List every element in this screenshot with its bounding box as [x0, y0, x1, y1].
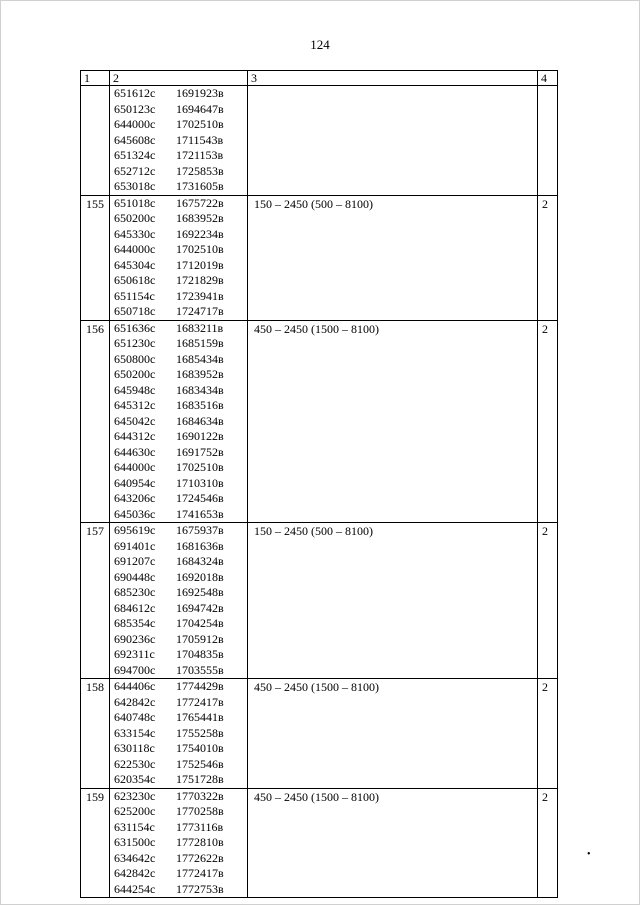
longitude-value: 1773116в [176, 819, 224, 834]
latitude-value: 650200с [114, 211, 156, 225]
coordinate-pair [114, 570, 247, 586]
longitude-value: 1723941в [176, 288, 224, 303]
coordinate-pair [114, 102, 247, 118]
latitude-value: 651636с [114, 320, 156, 335]
table-row [81, 86, 558, 196]
coordinate-pair [114, 336, 247, 352]
coordinate-pair [114, 539, 247, 555]
longitude-value: 1772622в [176, 850, 224, 865]
longitude-value: 1731605в [176, 179, 224, 193]
coordinate-pair [114, 695, 247, 711]
coordinate-pair [114, 273, 247, 289]
longitude-value: 1683434в [176, 382, 224, 397]
latitude-value: 631154с [114, 819, 155, 834]
coordinate-pair [114, 616, 247, 632]
coordinate-pair [114, 647, 247, 663]
coordinate-pair [114, 804, 247, 820]
latitude-value: 695619с [114, 523, 156, 537]
latitude-value: 644000с [114, 242, 156, 256]
category-cell: 2 [538, 195, 558, 320]
coordinate-pair [114, 772, 247, 788]
coordinate-pair [114, 211, 247, 227]
longitude-value: 1692234в [176, 226, 224, 241]
latitude-value: 645036с [114, 506, 156, 521]
altitude-range-cell: 450 – 2450 (1500 – 8100) [248, 788, 538, 898]
longitude-value: 1705912в [176, 631, 224, 646]
category-cell [538, 86, 558, 196]
table-row [81, 195, 558, 320]
longitude-value: 1724717в [176, 304, 224, 318]
coordinate-pair [114, 851, 247, 867]
longitude-value: 1754010в [176, 741, 224, 755]
latitude-value: 691401с [114, 538, 156, 553]
coordinate-pair [114, 164, 247, 180]
latitude-value: 650123с [114, 101, 156, 116]
latitude-value: 634642с [114, 850, 156, 865]
scan-mark: • [587, 849, 591, 860]
longitude-value: 1721829в [176, 273, 224, 287]
latitude-value: 651612с [114, 86, 156, 100]
latitude-value: 631500с [114, 835, 156, 849]
coordinate-pair [114, 507, 247, 523]
longitude-value: 1691923в [176, 86, 224, 100]
longitude-value: 1692548в [176, 585, 224, 599]
coordinate-pair [114, 710, 247, 726]
longitude-value: 1683516в [176, 398, 224, 412]
latitude-value: 644000с [114, 117, 156, 131]
latitude-value: 684612с [114, 600, 156, 615]
coordinate-pair [114, 86, 247, 102]
latitude-value: 651324с [114, 148, 156, 162]
longitude-value: 1704254в [176, 616, 224, 630]
coordinate-pair [114, 367, 247, 383]
latitude-value: 620354с [114, 772, 156, 786]
longitude-value: 1765441в [176, 710, 224, 724]
latitude-value: 643206с [114, 491, 156, 505]
latitude-value: 622530с [114, 756, 156, 771]
latitude-value: 640748с [114, 710, 156, 724]
row-number-cell: 158 [81, 679, 110, 789]
header-cell: 4 [538, 71, 558, 86]
coordinate-pair [114, 227, 247, 243]
coordinate-pair [114, 445, 247, 461]
longitude-value: 1684634в [176, 413, 224, 428]
coordinate-pair [114, 882, 247, 898]
coordinate-pair [114, 820, 247, 836]
longitude-value: 1675722в [176, 195, 224, 210]
latitude-value: 644254с [114, 881, 156, 896]
coordinate-pair [114, 117, 247, 133]
coordinate-pair [114, 476, 247, 492]
latitude-value: 623230с [114, 788, 156, 803]
latitude-value: 651018с [114, 195, 156, 210]
longitude-value: 1684324в [176, 554, 224, 568]
latitude-value: 625200с [114, 804, 156, 818]
latitude-value: 644406с [114, 679, 156, 693]
longitude-value: 1752546в [176, 756, 224, 771]
coordinates-cell [110, 195, 248, 320]
header-cell: 2 [110, 71, 248, 86]
longitude-value: 1685159в [176, 336, 224, 350]
table-row [81, 320, 558, 523]
altitude-range-cell: 450 – 2450 (1500 – 8100) [248, 679, 538, 789]
row-number-cell: 156 [81, 320, 110, 523]
latitude-value: 651154с [114, 288, 155, 303]
longitude-value: 1675937в [176, 523, 224, 537]
coordinate-pair [114, 196, 247, 212]
header-cell: 1 [81, 71, 110, 86]
coordinate-pair [114, 133, 247, 149]
coordinate-pair [114, 523, 247, 539]
coordinate-pair [114, 242, 247, 258]
longitude-value: 1755258в [176, 725, 224, 740]
latitude-value: 650718с [114, 304, 156, 318]
coordinate-pair [114, 757, 247, 773]
altitude-range-cell: 150 – 2450 (500 – 8100) [248, 195, 538, 320]
longitude-value: 1772753в [176, 881, 224, 896]
longitude-value: 1770258в [176, 804, 224, 818]
latitude-value: 642842с [114, 866, 156, 880]
latitude-value: 645312с [114, 398, 156, 412]
coordinates-cell [110, 788, 248, 898]
longitude-value: 1770322в [176, 788, 224, 803]
longitude-value: 1724546в [176, 491, 224, 505]
latitude-value: 690236с [114, 631, 156, 646]
coordinate-pair [114, 601, 247, 617]
longitude-value: 1712019в [176, 257, 224, 272]
longitude-value: 1694647в [176, 101, 224, 116]
coordinate-pair [114, 789, 247, 805]
latitude-value: 650800с [114, 351, 156, 366]
header-cell: 3 [248, 71, 538, 86]
latitude-value: 692311с [114, 647, 155, 661]
coordinates-cell [110, 320, 248, 523]
latitude-value: 644000с [114, 460, 156, 474]
latitude-value: 653018с [114, 179, 156, 193]
longitude-value: 1683952в [176, 367, 224, 381]
coordinate-pair [114, 398, 247, 414]
coordinate-pair [114, 726, 247, 742]
coordinates-cell [110, 523, 248, 679]
longitude-value: 1683952в [176, 211, 224, 225]
longitude-value: 1711543в [176, 132, 224, 147]
coordinate-pair [114, 258, 247, 274]
coordinate-pair [114, 383, 247, 399]
coordinate-pair [114, 304, 247, 320]
latitude-value: 650200с [114, 367, 156, 381]
latitude-value: 690448с [114, 569, 156, 584]
longitude-value: 1694742в [176, 600, 224, 615]
coordinate-pair [114, 866, 247, 882]
latitude-value: 651230с [114, 336, 156, 350]
coordinates-cell [110, 86, 248, 196]
latitude-value: 691207с [114, 554, 156, 568]
category-cell: 2 [538, 679, 558, 789]
latitude-value: 685354с [114, 616, 156, 630]
longitude-value: 1772417в [176, 694, 224, 709]
coordinate-pair [114, 429, 247, 445]
coordinate-pair [114, 663, 247, 679]
longitude-value: 1772810в [176, 835, 224, 849]
longitude-value: 1702510в [176, 460, 224, 474]
longitude-value: 1681636в [176, 538, 224, 553]
latitude-value: 640954с [114, 475, 156, 490]
altitude-range-cell: 450 – 2450 (1500 – 8100) [248, 320, 538, 523]
coordinate-pair [114, 491, 247, 507]
longitude-value: 1692018в [176, 569, 224, 584]
row-number-cell: 157 [81, 523, 110, 679]
table-row [81, 679, 558, 789]
latitude-value: 645304с [114, 257, 156, 272]
coordinate-pair [114, 554, 247, 570]
longitude-value: 1721153в [176, 148, 224, 162]
latitude-value: 642842с [114, 694, 156, 709]
coordinate-pair [114, 460, 247, 476]
coordinate-pair [114, 741, 247, 757]
coordinates-cell [110, 679, 248, 789]
altitude-range-cell [248, 86, 538, 196]
latitude-value: 645948с [114, 382, 156, 397]
row-number-cell: 155 [81, 195, 110, 320]
row-number-cell: 159 [81, 788, 110, 898]
table-row [81, 788, 558, 898]
latitude-value: 633154с [114, 725, 156, 740]
coordinate-pair [114, 835, 247, 851]
latitude-value: 645330с [114, 226, 156, 241]
table-row [81, 523, 558, 679]
longitude-value: 1690122в [176, 429, 224, 443]
longitude-value: 1691752в [176, 444, 224, 459]
coordinate-pair [114, 289, 247, 305]
longitude-value: 1702510в [176, 242, 224, 256]
longitude-value: 1774429в [176, 679, 224, 693]
longitude-value: 1703555в [176, 662, 224, 677]
latitude-value: 685230с [114, 585, 156, 599]
coordinate-pair [114, 414, 247, 430]
coordinate-pair [114, 585, 247, 601]
category-cell: 2 [538, 523, 558, 679]
coordinate-pair [114, 679, 247, 695]
longitude-value: 1710310в [176, 475, 224, 490]
longitude-value: 1751728в [176, 772, 224, 786]
coordinate-pair [114, 352, 247, 368]
longitude-value: 1741653в [176, 506, 224, 521]
longitude-value: 1702510в [176, 117, 224, 131]
latitude-value: 630118с [114, 741, 155, 755]
latitude-value: 650618с [114, 273, 156, 287]
latitude-value: 645042с [114, 413, 156, 428]
coordinates-table [80, 70, 558, 898]
coordinate-pair [114, 632, 247, 648]
row-number-cell [81, 86, 110, 196]
latitude-value: 644630с [114, 444, 156, 459]
latitude-value: 644312с [114, 429, 156, 443]
altitude-range-cell: 150 – 2450 (500 – 8100) [248, 523, 538, 679]
latitude-value: 645608с [114, 132, 156, 147]
longitude-value: 1725853в [176, 163, 224, 178]
category-cell: 2 [538, 788, 558, 898]
longitude-value: 1685434в [176, 351, 224, 366]
longitude-value: 1683211в [176, 320, 224, 335]
table-header-row [81, 71, 558, 86]
page-number: 124 [310, 37, 330, 52]
longitude-value: 1772417в [176, 866, 224, 880]
coordinate-pair [114, 148, 247, 164]
latitude-value: 694700с [114, 662, 156, 677]
category-cell: 2 [538, 320, 558, 523]
longitude-value: 1704835в [176, 647, 224, 661]
latitude-value: 652712с [114, 163, 156, 178]
coordinate-pair [114, 321, 247, 337]
coordinate-pair [114, 179, 247, 195]
